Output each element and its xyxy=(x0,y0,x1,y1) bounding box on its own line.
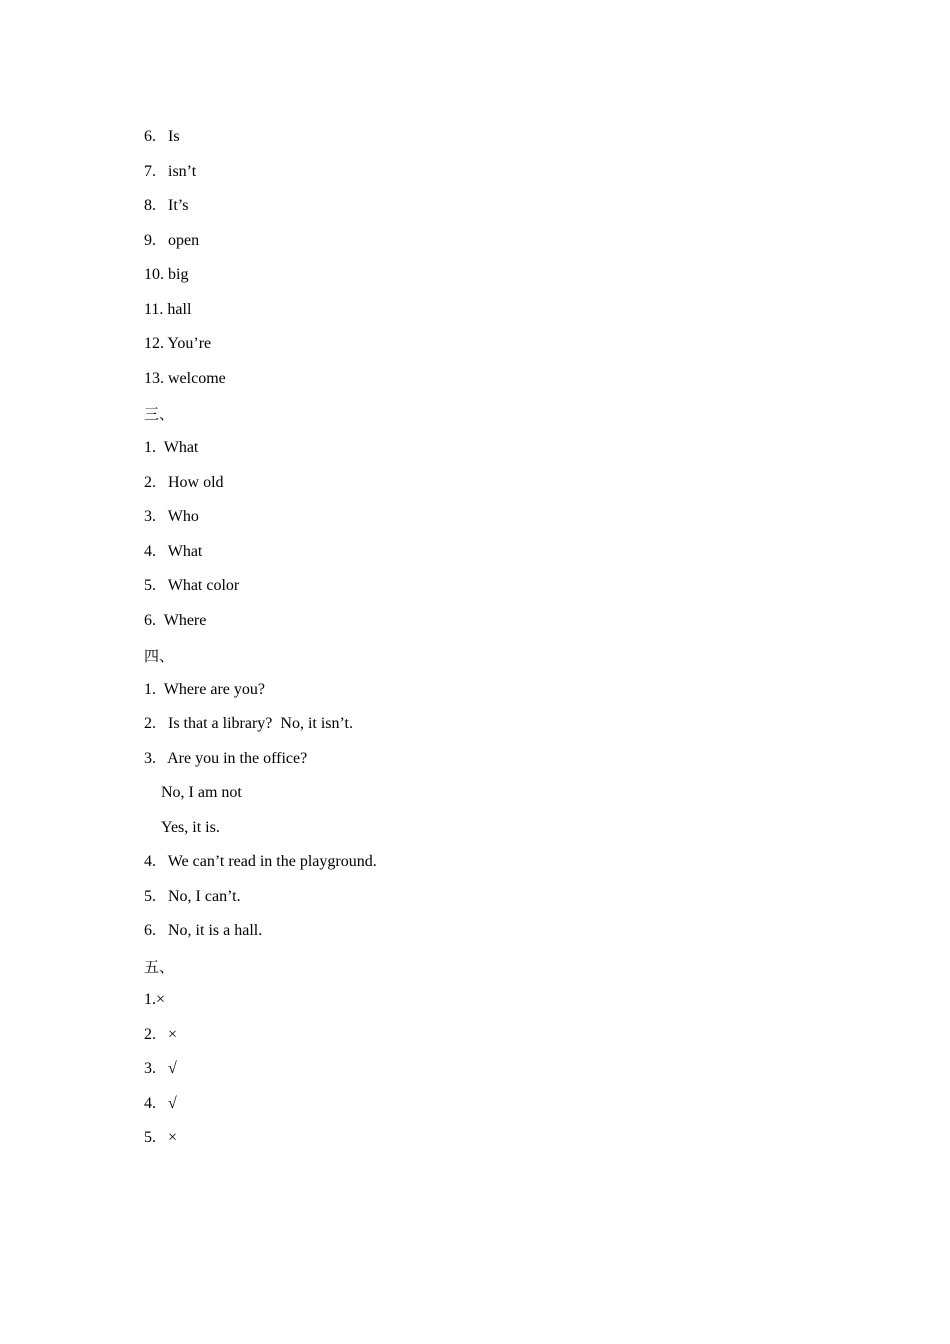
answer-line: 3. √ xyxy=(144,1060,177,1077)
answer-line: 2. Is that a library? No, it isn’t. xyxy=(144,715,353,732)
answer-line: Yes, it is. xyxy=(161,819,220,836)
section-heading: 五、 xyxy=(144,958,175,976)
answer-line: 6. Is xyxy=(144,128,180,145)
answer-line: 13. welcome xyxy=(144,370,226,387)
answer-line: 7. isn’t xyxy=(144,163,197,180)
answer-line: 6. Where xyxy=(144,612,207,629)
answer-line: 4. What xyxy=(144,543,203,560)
answer-line: 10. big xyxy=(144,266,189,283)
answer-line: 9. open xyxy=(144,232,200,249)
answer-line: 12. You’re xyxy=(144,335,212,352)
answer-line: 2. × xyxy=(144,1026,178,1043)
answer-line: 3. Who xyxy=(144,508,199,525)
section-heading: 三、 xyxy=(144,405,175,423)
section-heading: 四、 xyxy=(144,647,175,665)
answer-line: 5. What color xyxy=(144,577,240,594)
answer-line: 1. What xyxy=(144,439,199,456)
answer-line: 3. Are you in the office? xyxy=(144,750,308,767)
answer-line: 11. hall xyxy=(144,301,192,318)
answer-line: 1.× xyxy=(144,991,166,1008)
answer-line: 5. × xyxy=(144,1129,178,1146)
answer-line: 5. No, I can’t. xyxy=(144,888,241,905)
answer-line: 6. No, it is a hall. xyxy=(144,922,263,939)
answer-line: No, I am not xyxy=(161,784,242,801)
answer-line: 4. √ xyxy=(144,1095,177,1112)
answer-line: 4. We can’t read in the playground. xyxy=(144,853,377,870)
answer-line: 2. How old xyxy=(144,474,224,491)
answer-line: 8. It’s xyxy=(144,197,189,214)
answer-line: 1. Where are you? xyxy=(144,681,265,698)
